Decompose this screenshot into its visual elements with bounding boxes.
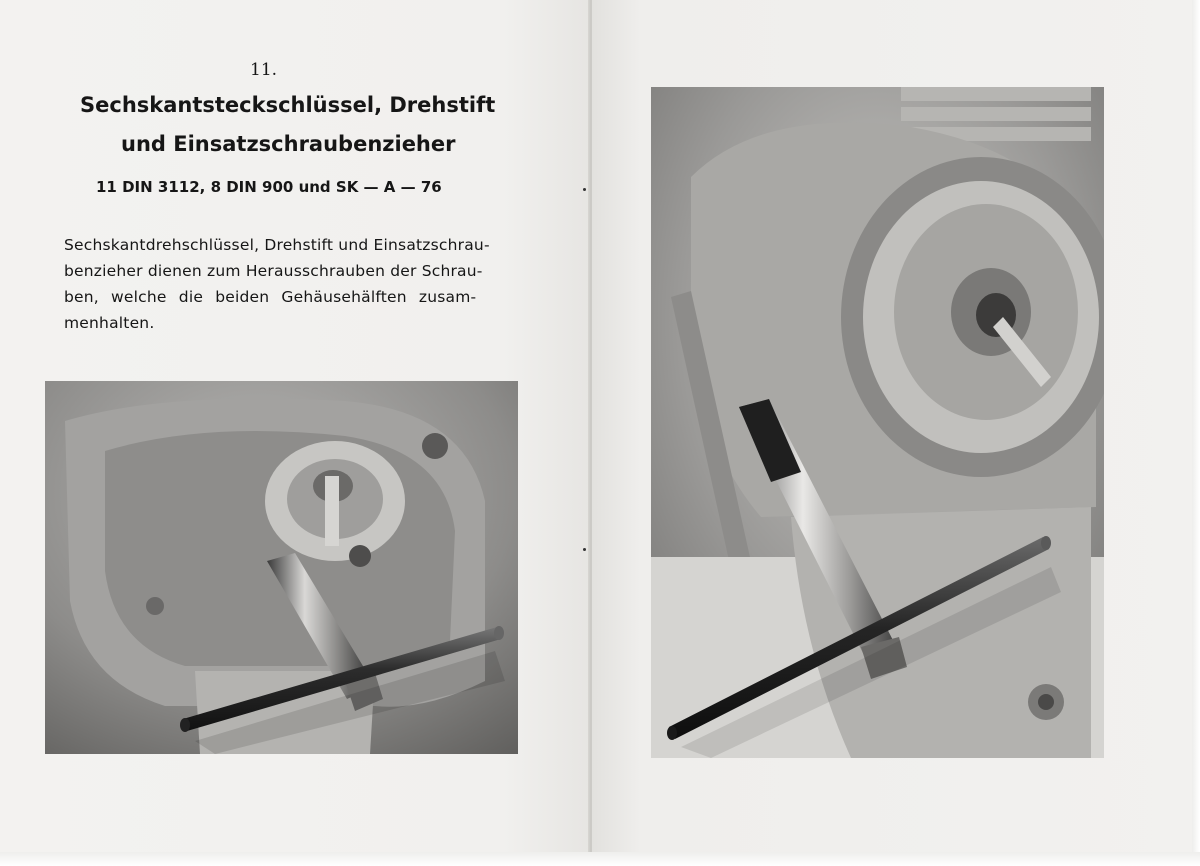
part-numbers: 11 DIN 3112, 8 DIN 900 und SK — A — 76 — [96, 178, 442, 196]
photo-screwdriver-insert-in-engine — [651, 87, 1104, 758]
body-text-line: benzieher dienen zum Herausschrauben der Schrau- — [64, 262, 483, 280]
right-page — [592, 0, 1200, 866]
page-edge — [0, 852, 1200, 866]
body-text-line: ben, welche die beiden Gehäusehälften zusam- — [64, 288, 477, 306]
body-text-line: Sechskantdrehschlüssel, Drehstift und Einsatzschrau- — [64, 236, 490, 254]
heading-line-1: Sechskantsteckschlüssel, Drehstift — [80, 93, 496, 117]
heading-line-2: und Einsatzschraubenzieher — [121, 132, 456, 156]
paper-speck — [583, 548, 586, 551]
page-edge — [1192, 0, 1200, 866]
left-page — [0, 0, 592, 866]
paper-speck — [583, 188, 586, 191]
body-text-line: menhalten. — [64, 314, 155, 332]
page-number: 11. — [250, 60, 278, 80]
photo-hex-socket-wrench-on-housing — [45, 381, 518, 754]
